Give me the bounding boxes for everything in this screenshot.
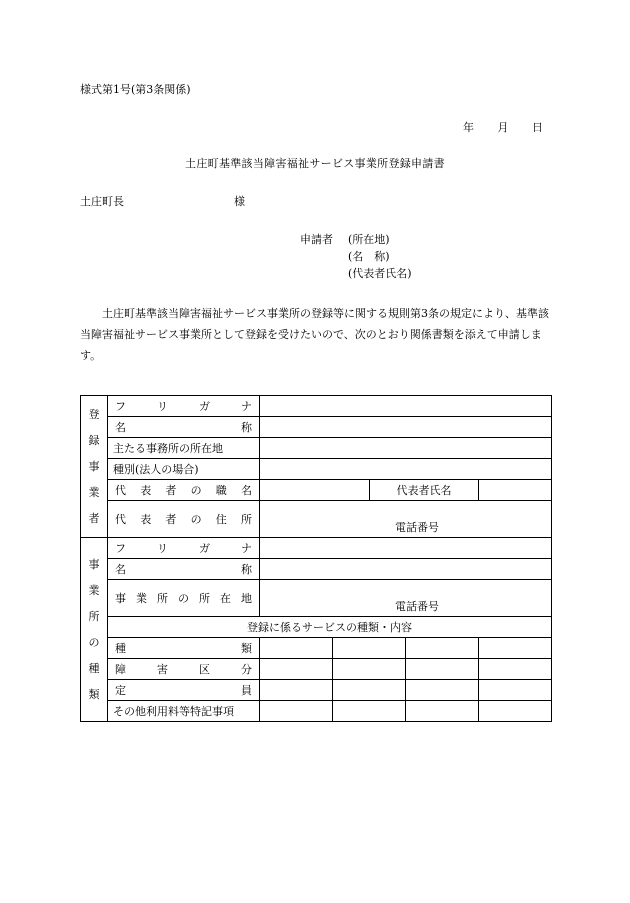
other-notes-label: その他利用料等特記事項 — [108, 701, 260, 722]
applicant-representative-label: (代表者氏名) — [348, 267, 412, 280]
applicant-label: 申請者 — [300, 233, 333, 246]
body-text: 土庄町基準該当障害福祉サービス事業所の登録等に関する規則第3条の規定により、基準該当障害福祉サービス事業所として登録を受けたいので、次のとおり関係書類を添えて申請します。 — [80, 307, 549, 362]
other-notes-cell[interactable] — [333, 701, 406, 722]
rep-title-input[interactable] — [260, 480, 370, 501]
section1-header: 登 録 事 業 者 — [81, 396, 108, 538]
furigana-input[interactable] — [260, 396, 552, 417]
disability-class-cell[interactable] — [406, 659, 479, 680]
service-kind-cell[interactable] — [406, 638, 479, 659]
table-row — [81, 559, 552, 580]
service-heading: 登録に係るサービスの種類・内容 — [108, 617, 552, 638]
disability-class-cell[interactable] — [260, 659, 333, 680]
capacity-cell[interactable] — [333, 680, 406, 701]
addressee-honorific: 様 — [234, 195, 245, 208]
furigana-label: フ リ ガ ナ — [108, 396, 260, 417]
date-line — [443, 119, 543, 135]
capacity-cell[interactable] — [479, 680, 552, 701]
addressee-name: 土庄町長 — [80, 195, 124, 208]
table-row — [81, 459, 552, 480]
office-furigana-input[interactable] — [260, 538, 552, 559]
rep-address-label: 代 表 者 の 住 所 — [108, 501, 260, 538]
date-year: 年 — [463, 121, 474, 134]
table-row — [81, 659, 552, 680]
table-row — [81, 680, 552, 701]
rep-phone-label: 電話番号 — [395, 521, 439, 534]
office-location-input[interactable] — [260, 580, 552, 617]
office-location-label: 事 業 所 の 所 在 地 — [108, 580, 260, 617]
date-day: 日 — [532, 121, 543, 134]
table-row — [81, 396, 552, 417]
table-row — [81, 701, 552, 722]
registration-table — [80, 395, 552, 722]
table-row — [81, 417, 552, 438]
disability-class-cell[interactable] — [333, 659, 406, 680]
rep-title-label: 代 表 者 の 職 名 — [108, 480, 260, 501]
table-row — [81, 438, 552, 459]
service-kind-cell[interactable] — [260, 638, 333, 659]
table-row — [81, 501, 552, 538]
rep-name-label: 代表者氏名 — [370, 480, 479, 501]
entity-type-input[interactable] — [260, 459, 552, 480]
applicant-block — [300, 231, 412, 282]
office-address-label: 主たる事務所の所在地 — [108, 438, 260, 459]
section2-header: 事 業 所 の 種 類 — [81, 538, 108, 722]
table-row — [81, 617, 552, 638]
name-input[interactable] — [260, 417, 552, 438]
service-kind-cell[interactable] — [333, 638, 406, 659]
office-phone-label: 電話番号 — [395, 600, 439, 613]
table-row — [81, 638, 552, 659]
rep-name-input[interactable] — [479, 480, 552, 501]
form-number: 様式第1号(第3条関係) — [80, 83, 191, 96]
entity-type-label: 種別(法人の場合) — [108, 459, 260, 480]
addressee — [80, 193, 245, 209]
office-furigana-label: フ リ ガ ナ — [108, 538, 260, 559]
document-title: 土庄町基準該当障害福祉サービス事業所登録申請書 — [185, 157, 445, 170]
applicant-name-label: (名 称) — [348, 250, 390, 263]
service-kind-cell[interactable] — [479, 638, 552, 659]
other-notes-cell[interactable] — [260, 701, 333, 722]
other-notes-cell[interactable] — [406, 701, 479, 722]
table-row — [81, 480, 552, 501]
disability-class-label: 障 害 区 分 — [108, 659, 260, 680]
disability-class-cell[interactable] — [479, 659, 552, 680]
other-notes-cell[interactable] — [479, 701, 552, 722]
date-month: 月 — [497, 121, 509, 134]
capacity-label: 定 員 — [108, 680, 260, 701]
name-label: 名 称 — [108, 417, 260, 438]
office-name-label: 名 称 — [108, 559, 260, 580]
applicant-address-label: (所在地) — [348, 233, 390, 246]
office-name-input[interactable] — [260, 559, 552, 580]
capacity-cell[interactable] — [260, 680, 333, 701]
capacity-cell[interactable] — [406, 680, 479, 701]
table-row — [81, 580, 552, 617]
table-row — [81, 538, 552, 559]
office-address-input[interactable] — [260, 438, 552, 459]
rep-address-input[interactable] — [260, 501, 552, 538]
service-kind-label: 種 類 — [108, 638, 260, 659]
